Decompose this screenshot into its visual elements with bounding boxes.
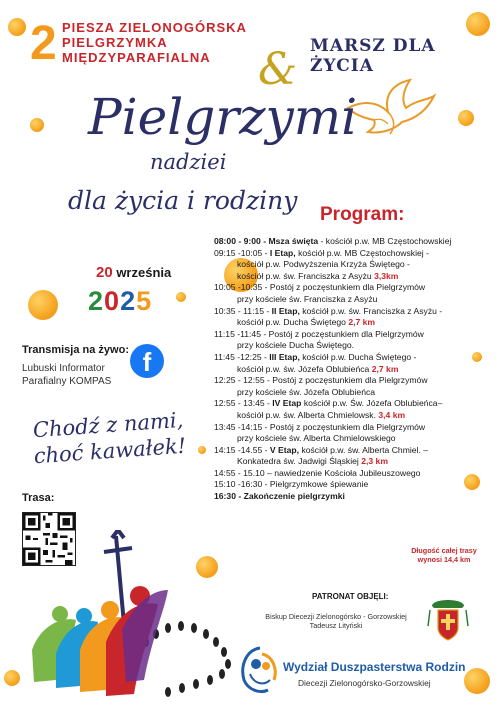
program-row-time: 16:30 -: [214, 491, 242, 502]
event-day: 20: [96, 264, 113, 281]
patron-line: Tadeusz Lityński: [309, 621, 363, 630]
program-row: [214, 329, 496, 341]
patron-name: [248, 612, 424, 630]
program-row-text: nawiedzenie Kościoła Jubileuszowego: [274, 467, 421, 478]
program-row-indent: kościół p.w. św. Franciszka z Asyżu: [237, 270, 372, 281]
pilgrimage-name-line: PIESZA ZIELONOGÓRSKA: [62, 20, 247, 35]
program-row-bold: V Etap,: [269, 444, 300, 455]
program-row-time: 11:15 -11:45 -: [214, 328, 267, 339]
program-row-red: 2,7 km: [348, 317, 376, 328]
decor-dot: [464, 668, 490, 694]
program-row: [214, 491, 496, 503]
program-row: [214, 236, 496, 248]
decor-dot: [176, 292, 186, 302]
motto-line: Chodź z nami,: [32, 407, 184, 443]
broadcast-label: Transmisja na żywo:: [22, 344, 129, 356]
decor-dot: [8, 18, 26, 36]
program-row: [214, 468, 496, 480]
program-row-text: Postój z poczęstunkiem dla Pielgrzymów: [269, 282, 426, 293]
event-year: [88, 286, 152, 317]
program-row-indent: kościół p.w. św. Józefa Oblubieńca: [237, 363, 370, 374]
program-row-indent: przy kościele św. Alberta Chmielowskiego: [237, 433, 396, 444]
program-row-indent: kościół p.w. Podwyższenia Krzyża Świętego -: [237, 259, 410, 270]
program-row: [214, 271, 496, 283]
bishop-coat-of-arms-icon: [426, 596, 470, 644]
program-title: Program:: [320, 204, 405, 225]
program-row: [214, 433, 496, 445]
ampersand: &: [258, 44, 298, 95]
program-row-red: 3,4 km: [378, 409, 406, 420]
program-row-bold: Zakończenie pielgrzymki: [243, 491, 345, 502]
program-row-time: 10:05 -10:35 -: [214, 282, 268, 293]
pilgrimage-name: [62, 20, 247, 65]
program-row: [214, 364, 496, 376]
program-row-text: kościół p.w. św. Alberta Chmiel. –: [301, 444, 429, 455]
program-row-text: kościół p.w. MB Częstochowskiej -: [298, 247, 429, 258]
program-row-red: 2,3 km: [361, 456, 388, 467]
program-row-bold: III Etap,: [269, 351, 300, 362]
program-row-time: 14:15 -14.55 -: [214, 444, 268, 455]
subtitle-line-2: dla życia i rodziny: [68, 186, 298, 215]
broadcast-source: [22, 362, 111, 388]
program-row-text: kościół p.w. Św. Józefa Oblubieńca–: [303, 398, 443, 409]
pilgrimage-name-line: MIĘDZYPARAFIALNA: [62, 50, 211, 65]
program-row-indent: kościół p.w. Ducha Świętego: [237, 317, 346, 328]
program-row-indent: przy kościele Ducha Świętego.: [237, 340, 355, 351]
program-row: [214, 456, 496, 468]
decor-dot: [4, 670, 20, 686]
broadcast-source-line: Lubuski Informator: [22, 363, 105, 374]
facebook-icon[interactable]: f: [130, 344, 164, 378]
family-ministry-logo-icon: [238, 644, 282, 696]
program-row-red: 3,3km: [374, 270, 399, 281]
program-row-text: Postój z poczęstunkiem dla Pielgrzymów: [272, 375, 428, 386]
route-length-line: Długość całej trasy: [411, 546, 477, 555]
program-row: [214, 317, 496, 329]
footprints-trail: [143, 621, 231, 697]
program-row-time: 13:45 -14:15 -: [214, 421, 268, 432]
event-year-digit: 0: [104, 286, 121, 316]
program-row: [214, 282, 496, 294]
program-row-indent: Konkatedra św. Jadwigi Śląskiej: [237, 456, 359, 467]
program-row: [214, 248, 496, 260]
program-row-time: 11:45 -12:25 -: [214, 351, 267, 362]
program-row-time: 09:15 -10:05 -: [214, 247, 268, 258]
program-row-indent: przy kościele św. Franciszka z Asyżu: [237, 293, 378, 304]
decor-dot: [458, 110, 474, 126]
event-year-digits: [88, 286, 152, 316]
program-row: [214, 294, 496, 306]
program-row-time: 10:35 - 11:15 -: [214, 305, 270, 316]
program-row-time: 15:10 -16:30 -: [214, 479, 268, 490]
program-row-time: 12:55 - 13:45 -: [214, 398, 270, 409]
patron-line: Biskup Diecezji Zielonogórsko - Gorzowskiej: [265, 612, 407, 621]
program-row: [214, 445, 496, 457]
subtitle-line-1: nadziei: [150, 150, 227, 174]
event-month: września: [116, 265, 172, 280]
event-year-digit: 5: [136, 286, 153, 316]
route-length-note: [398, 546, 490, 564]
program-row: [214, 306, 496, 318]
program-row: [214, 375, 496, 387]
program-row-text: kościół p.w. Ducha Świętego -: [302, 351, 417, 362]
decor-dot: [28, 290, 58, 320]
patronage-label: PATRONAT OBJĘLI:: [312, 592, 389, 601]
program-row-bold: II Etap,: [271, 305, 300, 316]
pilgrimage-name-line: PIELGRZYMKA: [62, 35, 168, 50]
program-row-text: Pielgrzymkowe śpiewanie: [269, 479, 369, 490]
program-row-indent: przy kościele św. Józefa Oblubieńca: [237, 386, 376, 397]
motto-line: choć kawałek!: [32, 433, 187, 469]
event-date: [96, 264, 171, 281]
program-row: [214, 422, 496, 434]
program-row: [214, 340, 496, 352]
decor-dot: [466, 12, 490, 36]
program-row-indent: kościół p.w. św. Alberta Chmielowsk.: [237, 409, 376, 420]
program-row-bold: I Etap,: [269, 247, 296, 258]
program-row-red: 2,7 km: [371, 363, 399, 374]
program-row-time: 12:25 - 12:55 -: [214, 375, 270, 386]
dove-icon: [344, 78, 436, 140]
program-row-time: 14:55 - 15.10 –: [214, 467, 272, 478]
program-row-text: Postój z poczęstunkiem dla Pielgrzymów: [269, 421, 426, 432]
event-year-digit: 2: [120, 286, 137, 316]
main-title: Pielgrzymi: [88, 88, 358, 146]
decor-dot: [30, 118, 44, 132]
program-row: [214, 410, 496, 422]
program-row-bold: Msza święta: [268, 236, 319, 246]
program-schedule: [214, 236, 496, 503]
event-year-digit: 2: [88, 286, 105, 316]
department-name: Wydział Duszpasterstwa Rodzin: [283, 660, 466, 674]
program-row-text: - kościół p.w. MB Częstochowskiej: [320, 236, 452, 246]
program-row-text: kościół p.w. św. Franciszka z Asyżu -: [302, 305, 443, 316]
program-row: [214, 387, 496, 399]
motto: [12, 405, 205, 470]
march-title: MARSZ DLA ŻYCIA: [310, 36, 436, 76]
edition-number: 2: [30, 17, 57, 70]
program-row: [214, 398, 496, 410]
program-row: [214, 352, 496, 364]
program-row: [214, 259, 496, 271]
pilgrim-figures: [32, 586, 168, 696]
program-row-time: 08:00 - 9:00 -: [214, 236, 267, 246]
route-length-line: wynosi 14,4 km: [417, 555, 471, 564]
broadcast-source-line: Parafialny KOMPAS: [22, 376, 112, 387]
program-row-bold: IV Etap: [272, 398, 302, 409]
program-row-text: Postój z poczęstunkiem dla Pielgrzymów: [268, 328, 424, 339]
diocese-name: Diecezji Zielonogórsko-Gorzowskiej: [298, 678, 431, 688]
program-row: [214, 479, 496, 491]
route-label: Trasa:: [22, 492, 55, 504]
